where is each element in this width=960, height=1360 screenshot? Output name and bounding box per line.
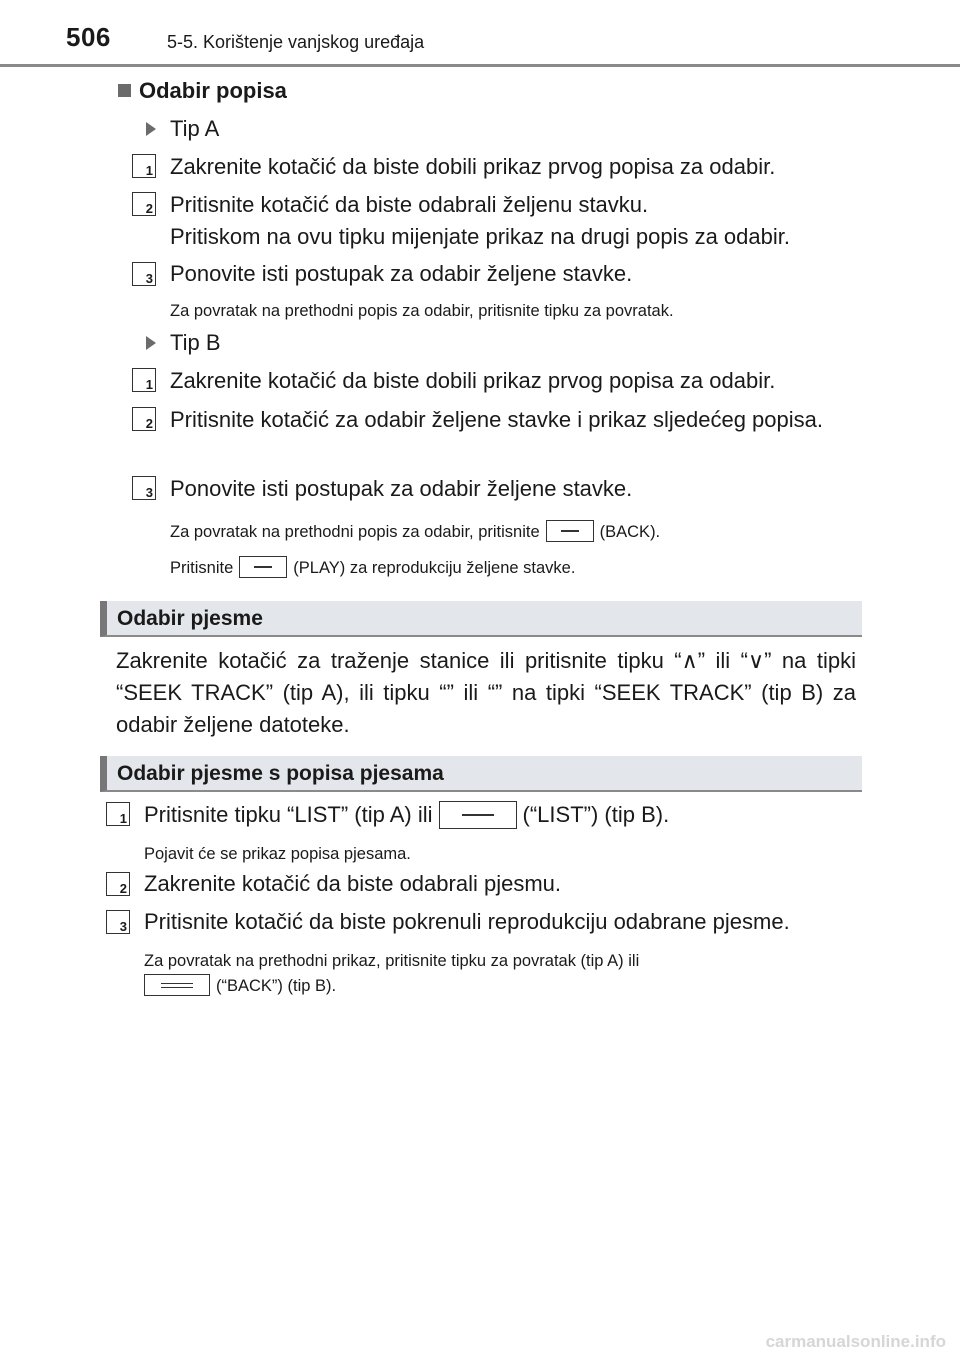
step-number-icon: 2 [106, 872, 130, 896]
odabir-pjesme-body: Zakrenite kotačić za traženje stanice ili pritisnite tipku “∧” ili “∨” na tipki “SEEK TRACK” (tip A), ili tipku “” ili “” na tipki “SEEK TRACK” (tip B) za odabir željene datoteke. [116, 648, 856, 737]
list-step-1: Pritisnite tipku “LIST” (tip A) ili (“LIST”) (tip B). [144, 802, 670, 827]
page-header [0, 0, 960, 70]
step-number-icon: 3 [106, 910, 130, 934]
section-header-odabir-s-popisa [100, 756, 862, 792]
triangle-bullet-icon [146, 336, 156, 350]
chapter-title: 5-5. Korištenje vanjskog uređaja [167, 32, 425, 52]
tip-a-step-2-detail: Pritiskom na ovu tipku mijenjate prikaz na drugi popis za odabir. [170, 224, 790, 249]
tip-a-note: Za povratak na prethodni popis za odabir, pritisnite tipku za povratak. [170, 302, 674, 320]
list-step-3: Pritisnite kotačić da biste pokrenuli reprodukciju odabrane pjesme. [144, 909, 790, 934]
play-key-icon [239, 556, 287, 578]
tip-b-step-1: Zakrenite kotačić da biste dobili prikaz prvog popisa za odabir. [170, 368, 776, 393]
tip-a-step-3: Ponovite isti postupak za odabir željene stavke. [170, 261, 633, 286]
tip-b-label: Tip B [170, 330, 221, 355]
tip-b-step-2: Pritisnite kotačić za odabir željene stavke i prikaz sljedećeg popisa. [170, 407, 823, 432]
tip-a-step-2: Pritisnite kotačić da biste odabrali željenu stavku. [170, 192, 649, 217]
back-key-icon [546, 520, 594, 542]
step-number-icon: 1 [106, 802, 130, 826]
square-bullet-icon [118, 84, 131, 97]
back-key-icon [144, 974, 210, 996]
tip-a-label: Tip A [170, 116, 220, 141]
watermark: carmanualsonline.info [765, 1332, 946, 1351]
list-key-icon [439, 801, 517, 829]
triangle-bullet-icon [146, 122, 156, 136]
list-note-2-cont: (“BACK”) (tip B). [138, 974, 336, 998]
step-number-icon: 3 [132, 262, 156, 286]
tip-b-note-back: Za povratak na prethodni popis za odabir, pritisnite (BACK). [170, 520, 660, 544]
section-title: Odabir pjesme s popisa pjesama [117, 762, 444, 785]
tip-a-step-1: Zakrenite kotačić da biste dobili prikaz prvog popisa za odabir. [170, 154, 776, 179]
header-divider [0, 64, 960, 67]
step-number-icon: 2 [132, 192, 156, 216]
section-header-odabir-pjesme [100, 601, 862, 637]
list-note-2: Za povratak na prethodni prikaz, pritisnite tipku za povratak (tip A) ili [144, 952, 640, 970]
tip-b-step-3: Ponovite isti postupak za odabir željene stavke. [170, 476, 633, 501]
list-note-1: Pojavit će se prikaz popisa pjesama. [144, 845, 411, 863]
page-number: 506 [66, 22, 111, 52]
section-title: Odabir pjesme [117, 607, 263, 630]
step-number-icon: 1 [132, 154, 156, 178]
tip-b-note-play: Pritisnite (PLAY) za reprodukciju željene stavke. [170, 556, 575, 580]
list-step-2: Zakrenite kotačić da biste odabrali pjesmu. [144, 871, 561, 896]
step-number-icon: 1 [132, 368, 156, 392]
step-number-icon: 3 [132, 476, 156, 500]
step-number-icon: 2 [132, 407, 156, 431]
subsection-title-odabir-popisa: Odabir popisa [118, 76, 287, 106]
